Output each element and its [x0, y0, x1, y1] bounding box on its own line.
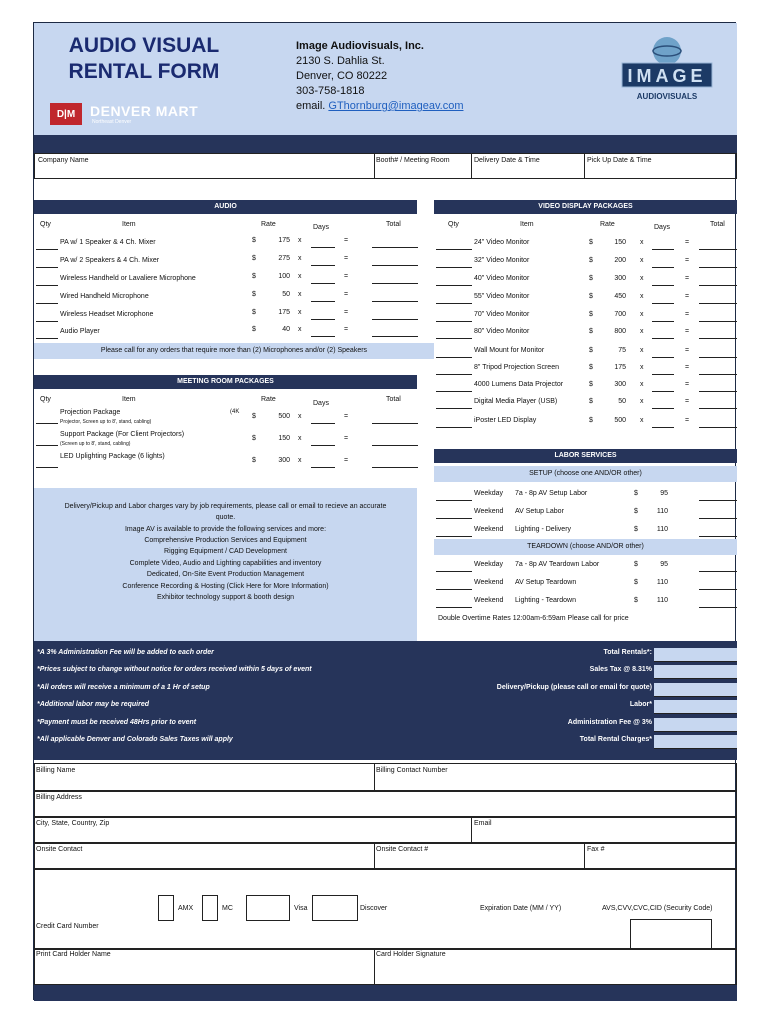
info-line: Comprehensive Production Services and Equipment — [144, 537, 307, 544]
qty-field[interactable] — [36, 249, 58, 250]
audio-col-rate: Rate — [261, 221, 276, 228]
dollar-sign: $ — [252, 457, 256, 464]
days-field[interactable] — [652, 267, 674, 268]
qty-field[interactable] — [36, 285, 58, 286]
overtime-note: Double Overtime Rates 12:00am-6:59am Please call for price — [438, 615, 629, 622]
video-header: VIDEO DISPLAY PACKAGES — [434, 200, 737, 214]
labor-total-field[interactable] — [699, 589, 737, 590]
dollar-sign: $ — [634, 526, 638, 533]
total-field[interactable] — [372, 247, 418, 248]
dollar-sign: $ — [252, 255, 256, 262]
expiration-label: Expiration Date (MM / YY) — [480, 905, 562, 912]
days-field[interactable] — [311, 247, 335, 248]
equals-sign: = — [344, 237, 349, 244]
total-field[interactable] — [372, 319, 418, 320]
video-item-name: 24" Video Monitor — [474, 239, 530, 246]
times-sign: x — [640, 239, 644, 246]
delivery-label: Delivery Date & Time — [474, 157, 540, 164]
audio-item-name: Audio Player — [60, 328, 100, 335]
qty-field[interactable] — [436, 408, 472, 409]
days-field[interactable] — [311, 445, 335, 446]
info-line: Image AV is available to provide the following services and more: — [124, 526, 327, 533]
video-item-rate: 500 — [614, 417, 626, 424]
meeting-item-name: Projection Package — [60, 409, 121, 416]
total-label: Labor* — [629, 701, 652, 708]
print-name-label: Print Card Holder Name — [36, 951, 111, 958]
venue-subtitle: Northeast Denver — [92, 119, 132, 125]
rental-form-page — [33, 22, 736, 1000]
setup-header: SETUP (choose one AND/OR other) — [434, 466, 737, 482]
meeting-item-sub: (Screen up to 8', stand, cabling) — [60, 441, 131, 447]
security-code-label: AVS,CVV,CVC,CID (Security Code) — [602, 905, 713, 912]
video-item-rate: 450 — [614, 293, 626, 300]
total-field[interactable] — [699, 374, 737, 375]
pickup-label: Pick Up Date & Time — [587, 157, 652, 164]
labor-qty-field[interactable] — [436, 536, 472, 537]
equals-sign: = — [685, 398, 690, 405]
mc-label: MC — [222, 905, 233, 912]
meeting-col-item: Item — [122, 396, 136, 403]
video-col-rate: Rate — [600, 221, 615, 228]
days-field[interactable] — [652, 321, 674, 322]
meeting-col-rate: Rate — [261, 396, 276, 403]
video-item-rate: 50 — [618, 398, 626, 405]
booth-label: Booth# / Meeting Room — [376, 157, 450, 164]
city: Denver, CO 80222 — [296, 70, 388, 82]
info-line[interactable]: Conference Recording & Hosting (Click Here for More Information) — [122, 583, 329, 590]
equals-sign: = — [344, 457, 349, 464]
times-sign: x — [640, 293, 644, 300]
labor-day: Weekend — [474, 597, 504, 604]
labor-rate: 110 — [656, 508, 668, 515]
equals-sign: = — [685, 417, 690, 424]
dollar-sign: $ — [634, 561, 638, 568]
audio-item-rate: 100 — [278, 273, 290, 280]
days-field[interactable] — [652, 408, 674, 409]
phone: 303-758-1818 — [296, 85, 365, 97]
total-field[interactable] — [372, 336, 418, 337]
days-field[interactable] — [652, 391, 674, 392]
dollar-sign: $ — [252, 413, 256, 420]
video-item-name: 40" Video Monitor — [474, 275, 530, 282]
video-item-name: 70" Video Monitor — [474, 311, 530, 318]
meeting-item-name: Support Package (For Client Projectors) — [60, 431, 185, 438]
mc-checkbox[interactable] — [202, 895, 218, 921]
labor-header: LABOR SERVICES — [434, 449, 737, 463]
qty-field[interactable] — [36, 321, 58, 322]
total-field[interactable] — [699, 338, 737, 339]
labor-day: Weekday — [474, 490, 504, 497]
qty-field[interactable] — [436, 303, 472, 304]
total-field[interactable] — [699, 408, 737, 409]
info-line: Delivery/Pickup and Labor charges vary by job requirements, please call or email to recieve an accurate — [64, 503, 387, 510]
meeting-item-rate: 500 — [278, 413, 290, 420]
qty-field[interactable] — [36, 467, 58, 468]
onsite-contact-label: Onsite Contact — [36, 846, 83, 853]
equals-sign: = — [685, 364, 690, 371]
street: 2130 S. Dahlia St. — [296, 55, 385, 67]
labor-qty-field[interactable] — [436, 607, 472, 608]
fee-note: *A 3% Administration Fee will be added to each order — [37, 649, 214, 656]
equals-sign: = — [344, 255, 349, 262]
meeting-col-total: Total — [386, 396, 401, 403]
email-label: Email — [474, 820, 492, 827]
cc-number-label: Credit Card Number — [36, 923, 99, 930]
dollar-sign: $ — [589, 417, 593, 424]
video-item-rate: 175 — [614, 364, 626, 371]
labor-qty-field[interactable] — [436, 518, 472, 519]
labor-day: Weekend — [474, 526, 504, 533]
total-field[interactable] — [372, 283, 418, 284]
company-address — [296, 39, 463, 114]
labor-rate: 110 — [656, 526, 668, 533]
labor-rate: 110 — [656, 597, 668, 604]
qty-field[interactable] — [436, 267, 472, 268]
video-item-rate: 75 — [618, 347, 626, 354]
meeting-item-sub: Projector, Screen up to 8', stand, cabling) — [60, 419, 152, 425]
labor-rate: 95 — [660, 490, 668, 497]
billing-address-label: Billing Address — [36, 794, 82, 801]
qty-field[interactable] — [436, 357, 472, 358]
times-sign: x — [298, 326, 302, 333]
fee-note: *All orders will receive a minimum of a 1 Hr of setup — [37, 684, 210, 691]
dollar-sign: $ — [589, 328, 593, 335]
footer-bar — [34, 985, 737, 1001]
days-field[interactable] — [311, 301, 335, 302]
total-value-field[interactable] — [654, 718, 737, 732]
total-field[interactable] — [372, 467, 418, 468]
dollar-sign: $ — [252, 237, 256, 244]
company-name-label: Company Name — [38, 157, 89, 164]
total-label: Sales Tax @ 8.31% — [589, 666, 652, 673]
dollar-sign: $ — [252, 273, 256, 280]
labor-desc: AV Setup Teardown — [515, 579, 577, 586]
qty-field[interactable] — [436, 285, 472, 286]
labor-total-field[interactable] — [699, 500, 737, 501]
total-label: Delivery/Pickup (please call or email for quote) — [496, 684, 652, 691]
days-field[interactable] — [311, 283, 335, 284]
total-label: Administration Fee @ 3% — [567, 719, 652, 726]
video-item-name: 4000 Lumens Data Projector — [474, 381, 564, 388]
audio-item-rate: 175 — [278, 309, 290, 316]
qty-field[interactable] — [36, 423, 58, 424]
visa-checkbox[interactable] — [246, 895, 290, 921]
form-title — [54, 33, 234, 85]
equals-sign: = — [344, 309, 349, 316]
qty-field[interactable] — [436, 391, 472, 392]
email-line: email. GThornburg@imageav.com — [296, 100, 464, 112]
discover-checkbox[interactable] — [312, 895, 358, 921]
total-field[interactable] — [372, 423, 418, 424]
times-sign: x — [640, 364, 644, 371]
audio-header: AUDIO — [34, 200, 417, 214]
dollar-sign: $ — [252, 309, 256, 316]
equals-sign: = — [344, 413, 349, 420]
total-value-field[interactable] — [654, 700, 737, 714]
days-field[interactable] — [652, 303, 674, 304]
labor-qty-field[interactable] — [436, 571, 472, 572]
info-line: Complete Video, Audio and Lighting capabilities and inventory — [129, 560, 322, 567]
audio-col-total: Total — [386, 221, 401, 228]
equals-sign: = — [685, 239, 690, 246]
days-field[interactable] — [652, 338, 674, 339]
times-sign: x — [298, 435, 302, 442]
meeting-header: MEETING ROOM PACKAGES — [34, 375, 417, 389]
info-line: Exhibitor technology support & booth design — [157, 594, 294, 601]
equals-sign: = — [685, 257, 690, 264]
dollar-sign: $ — [589, 293, 593, 300]
times-sign: x — [640, 257, 644, 264]
equals-sign: = — [344, 291, 349, 298]
security-code-input[interactable] — [630, 919, 712, 949]
labor-rate: 110 — [656, 579, 668, 586]
logo-globe-icon — [653, 37, 681, 65]
video-col-qty: Qty — [448, 221, 459, 228]
dollar-sign: $ — [252, 291, 256, 298]
total-field[interactable] — [699, 249, 737, 250]
labor-day: Weekend — [474, 579, 504, 586]
video-item-rate: 800 — [614, 328, 626, 335]
billing-contact-label: Billing Contact Number — [376, 767, 448, 774]
days-field[interactable] — [311, 467, 335, 468]
audio-item-rate: 40 — [282, 326, 290, 333]
audio-col-days: Days — [313, 224, 329, 231]
venue-name: DENVER MART — [90, 103, 199, 119]
title-line-2: RENTAL FORM — [68, 60, 220, 83]
fax-label: Fax # — [587, 846, 605, 853]
meeting-col-days: Days — [313, 400, 329, 407]
dollar-sign: $ — [634, 508, 638, 515]
qty-field[interactable] — [436, 427, 472, 428]
city-label: City, State, Country, Zip — [36, 820, 110, 827]
dollar-sign: $ — [252, 326, 256, 333]
total-label: Total Rentals*: — [603, 649, 652, 656]
video-item-name: 80" Video Monitor — [474, 328, 530, 335]
video-col-total: Total — [710, 221, 725, 228]
audio-note: Please call for any orders that require more than (2) Microphones and/or (2) Speakers — [34, 343, 434, 359]
qty-field[interactable] — [36, 445, 58, 446]
audio-item-name: Wired Handheld Microphone — [60, 293, 149, 300]
qty-field[interactable] — [436, 249, 472, 250]
qty-field[interactable] — [436, 374, 472, 375]
equals-sign: = — [685, 311, 690, 318]
total-field[interactable] — [372, 445, 418, 446]
labor-total-field[interactable] — [699, 571, 737, 572]
days-field[interactable] — [311, 423, 335, 424]
video-item-rate: 200 — [614, 257, 626, 264]
labor-desc: Lighting - Delivery — [515, 526, 572, 533]
dollar-sign: $ — [589, 275, 593, 282]
labor-desc: AV Setup Labor — [515, 508, 564, 515]
email-link[interactable]: GThornburg@imageav.com — [328, 100, 464, 112]
labor-desc: 7a - 8p AV Setup Labor — [515, 490, 588, 497]
days-field[interactable] — [652, 427, 674, 428]
total-field[interactable] — [699, 321, 737, 322]
header-divider-bar — [34, 135, 737, 153]
labor-qty-field[interactable] — [436, 500, 472, 501]
times-sign: x — [640, 398, 644, 405]
dollar-sign: $ — [589, 364, 593, 371]
qty-field[interactable] — [436, 338, 472, 339]
times-sign: x — [640, 328, 644, 335]
labor-desc: 7a - 8p AV Teardown Labor — [515, 561, 600, 568]
audio-item-name: Wireless Handheld or Lavaliere Microphone — [60, 275, 196, 282]
times-sign: x — [298, 457, 302, 464]
labor-day: Weekday — [474, 561, 504, 568]
total-field[interactable] — [699, 391, 737, 392]
equals-sign: = — [685, 328, 690, 335]
denver-mart-logo: D|M — [50, 103, 82, 125]
labor-total-field[interactable] — [699, 536, 737, 537]
times-sign: x — [640, 275, 644, 282]
times-sign: x — [298, 237, 302, 244]
equals-sign: = — [344, 273, 349, 280]
times-sign: x — [640, 417, 644, 424]
total-field[interactable] — [699, 357, 737, 358]
billing-name-label: Billing Name — [36, 767, 76, 774]
logo-word: IMAGE — [627, 66, 707, 86]
times-sign: x — [298, 255, 302, 262]
dollar-sign: $ — [634, 579, 638, 586]
times-sign: x — [640, 311, 644, 318]
image-av-logo — [614, 33, 720, 109]
video-item-name: 32" Video Monitor — [474, 257, 530, 264]
total-value-field[interactable] — [654, 683, 737, 697]
info-line: Rigging Equipment / CAD Development — [164, 548, 287, 555]
total-field[interactable] — [699, 285, 737, 286]
fee-note: *Payment must be received 48Hrs prior to event — [37, 719, 197, 726]
amx-label: AMX — [178, 905, 194, 912]
meeting-item-rate: 300 — [278, 457, 290, 464]
equals-sign: = — [344, 326, 349, 333]
equals-sign: = — [344, 435, 349, 442]
audio-item-name: PA w/ 1 Speaker & 4 Ch. Mixer — [60, 239, 156, 246]
qty-field[interactable] — [36, 303, 58, 304]
equals-sign: = — [685, 381, 690, 388]
dollar-sign: $ — [589, 381, 593, 388]
fee-note: *Additional labor may be required — [37, 701, 150, 708]
audio-item-name: PA w/ 2 Speakers & 4 Ch. Mixer — [60, 257, 160, 264]
audio-col-qty: Qty — [40, 221, 51, 228]
labor-total-field[interactable] — [699, 518, 737, 519]
teardown-header: TEARDOWN (choose AND/OR other) — [434, 539, 737, 555]
video-item-rate: 300 — [614, 275, 626, 282]
video-item-name: iPoster LED Display — [474, 417, 537, 424]
dollar-sign: $ — [252, 435, 256, 442]
video-col-item: Item — [520, 221, 534, 228]
dollar-sign: $ — [634, 490, 638, 497]
dollar-sign: $ — [589, 239, 593, 246]
video-item-name: 8" Tripod Projection Screen — [474, 364, 559, 371]
meeting-col-qty: Qty — [40, 396, 51, 403]
labor-total-field[interactable] — [699, 607, 737, 608]
dollar-sign: $ — [589, 398, 593, 405]
labor-rate: 95 — [660, 561, 668, 568]
audio-item-rate: 175 — [278, 237, 290, 244]
audio-col-item: Item — [122, 221, 136, 228]
qty-field[interactable] — [436, 321, 472, 322]
times-sign: x — [298, 413, 302, 420]
visa-label: Visa — [294, 905, 308, 912]
fee-note: *Prices subject to change without notice for orders received within 5 days of event — [37, 666, 312, 673]
equals-sign: = — [685, 347, 690, 354]
meeting-item-rate: 150 — [278, 435, 290, 442]
times-sign: x — [298, 309, 302, 316]
video-col-days: Days — [654, 224, 670, 231]
days-field[interactable] — [311, 265, 335, 266]
qty-field[interactable] — [36, 338, 58, 339]
total-value-field[interactable] — [654, 735, 737, 749]
audio-item-name: Wireless Headset Microphone — [60, 311, 154, 318]
total-field[interactable] — [372, 301, 418, 302]
video-item-name: Digital Media Player (USB) — [474, 398, 558, 405]
qty-field[interactable] — [36, 267, 58, 268]
dollar-sign: $ — [634, 597, 638, 604]
total-value-field[interactable] — [654, 648, 737, 662]
audio-item-rate: 275 — [278, 255, 290, 262]
times-sign: x — [298, 291, 302, 298]
times-sign: x — [640, 381, 644, 388]
audio-item-rate: 50 — [282, 291, 290, 298]
fee-note: *All applicable Denver and Colorado Sales Taxes will apply — [37, 736, 233, 743]
labor-desc: Lighting - Teardown — [515, 597, 576, 604]
labor-day: Weekend — [474, 508, 504, 515]
times-sign: x — [298, 273, 302, 280]
total-field[interactable] — [699, 267, 737, 268]
total-field[interactable] — [372, 265, 418, 266]
dollar-sign: $ — [589, 311, 593, 318]
meeting-item-extra: (4K — [230, 409, 240, 415]
days-field[interactable] — [311, 336, 335, 337]
total-value-field[interactable] — [654, 665, 737, 679]
equals-sign: = — [685, 275, 690, 282]
video-item-name: 55" Video Monitor — [474, 293, 530, 300]
amx-checkbox[interactable] — [158, 895, 174, 921]
video-item-rate: 700 — [614, 311, 626, 318]
days-field[interactable] — [652, 374, 674, 375]
days-field[interactable] — [652, 357, 674, 358]
dollar-sign: $ — [589, 257, 593, 264]
dollar-sign: $ — [589, 347, 593, 354]
info-line: Dedicated, On-Site Event Production Management — [146, 571, 305, 578]
discover-label: Discover — [360, 905, 388, 912]
meeting-item-name: LED Uplighting Package (6 lights) — [60, 453, 165, 460]
signature-label: Card Holder Signature — [376, 951, 446, 958]
total-field[interactable] — [699, 427, 737, 428]
times-sign: x — [640, 347, 644, 354]
video-item-rate: 150 — [614, 239, 626, 246]
days-field[interactable] — [652, 285, 674, 286]
onsite-number-label: Onsite Contact # — [376, 846, 429, 853]
company-name: Image Audiovisuals, Inc. — [296, 40, 424, 52]
days-field[interactable] — [311, 319, 335, 320]
total-field[interactable] — [699, 303, 737, 304]
labor-qty-field[interactable] — [436, 589, 472, 590]
video-item-rate: 300 — [614, 381, 626, 388]
video-item-name: Wall Mount for Monitor — [474, 347, 545, 354]
logo-sub: AUDIOVISUALS — [636, 92, 698, 101]
title-line-1: AUDIO VISUAL — [68, 34, 220, 57]
info-line: quote. — [215, 514, 236, 521]
days-field[interactable] — [652, 249, 674, 250]
total-label: Total Rental Charges* — [579, 736, 652, 743]
equals-sign: = — [685, 293, 690, 300]
